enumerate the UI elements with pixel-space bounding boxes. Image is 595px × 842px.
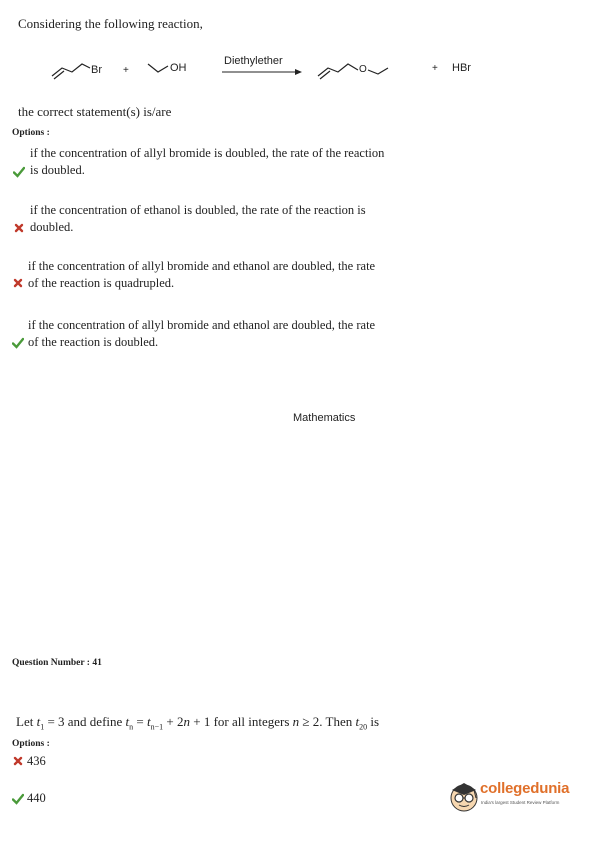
- section-title: Mathematics: [293, 412, 356, 424]
- option-41-b[interactable]: 440: [27, 791, 46, 805]
- option-4[interactable]: [28, 317, 478, 351]
- math-sub: n−1: [150, 722, 164, 732]
- option-2-line2: doubled.: [30, 220, 74, 234]
- option-4-line2: of the reaction is doubled.: [28, 335, 159, 349]
- prompt-text: is: [367, 714, 380, 729]
- math-var: n: [183, 714, 190, 729]
- check-icon: [12, 337, 24, 349]
- question-prompt: Considering the following reaction,: [18, 16, 203, 31]
- question-prompt-41: [16, 714, 379, 732]
- logo-tagline: India's largest Student Review Platform: [481, 800, 560, 805]
- cross-icon: [13, 222, 25, 234]
- logo: [446, 774, 576, 818]
- option-2-line1: if the concentration of ethanol is doubled, the rate of the reaction is: [30, 203, 366, 217]
- option-4-line1: if the concentration of allyl bromide and ethanol are doubled, the rate: [28, 318, 376, 332]
- math-var: t: [355, 714, 360, 729]
- options-label: Options :: [12, 128, 50, 138]
- check-icon: [12, 793, 24, 805]
- question-number: Question Number : 41: [12, 658, 102, 668]
- option-1-line2: is doubled.: [30, 163, 85, 177]
- hydroxyl-label: OH: [170, 62, 187, 74]
- option-1-line1: if the concentration of allyl bromide is doubled, the rate of the reaction: [30, 146, 385, 160]
- plus-sign: +: [123, 65, 129, 76]
- cross-icon: [12, 755, 24, 767]
- prompt-text: + 1 for all integers: [190, 714, 293, 729]
- prompt-text: ≥ 2. Then: [299, 714, 356, 729]
- math-sub: 20: [359, 722, 368, 732]
- option-41-a[interactable]: 436: [27, 754, 46, 768]
- plus-sign-2: +: [432, 63, 438, 74]
- math-sub: 1: [40, 722, 45, 732]
- allyl-bromide-structure: [52, 64, 90, 76]
- option-3-line2: of the reaction is quadrupled.: [28, 276, 175, 290]
- logo-brand: collegedunia: [480, 780, 570, 797]
- mascot-icon: [446, 778, 482, 814]
- math-var: t: [125, 714, 130, 729]
- prompt-text: = 3 and define: [44, 714, 126, 729]
- math-var: t: [36, 714, 41, 729]
- cross-icon: [12, 277, 24, 289]
- options-label-41: Options :: [12, 739, 50, 749]
- reaction-condition: Diethylether: [224, 55, 283, 67]
- hbr-label: HBr: [452, 62, 471, 74]
- bromine-label: Br: [91, 64, 102, 76]
- option-1[interactable]: [30, 145, 480, 179]
- prompt-text: =: [133, 714, 148, 729]
- prompt-text: + 2: [163, 714, 184, 729]
- ether-product-structure: [318, 64, 358, 76]
- ethanol-structure: [148, 64, 168, 72]
- option-3-line1: if the concentration of allyl bromide and ethanol are doubled, the rate: [28, 259, 376, 273]
- option-2[interactable]: [30, 202, 480, 236]
- check-icon: [13, 166, 25, 178]
- statement-line: the correct statement(s) is/are: [18, 104, 172, 119]
- reaction-scheme: [40, 50, 540, 90]
- math-var: t: [147, 714, 151, 729]
- option-3[interactable]: [28, 258, 478, 292]
- math-sub: n: [129, 722, 134, 732]
- math-var: n: [292, 714, 300, 729]
- oxygen-label: O: [359, 64, 367, 75]
- prompt-text: Let: [16, 714, 34, 729]
